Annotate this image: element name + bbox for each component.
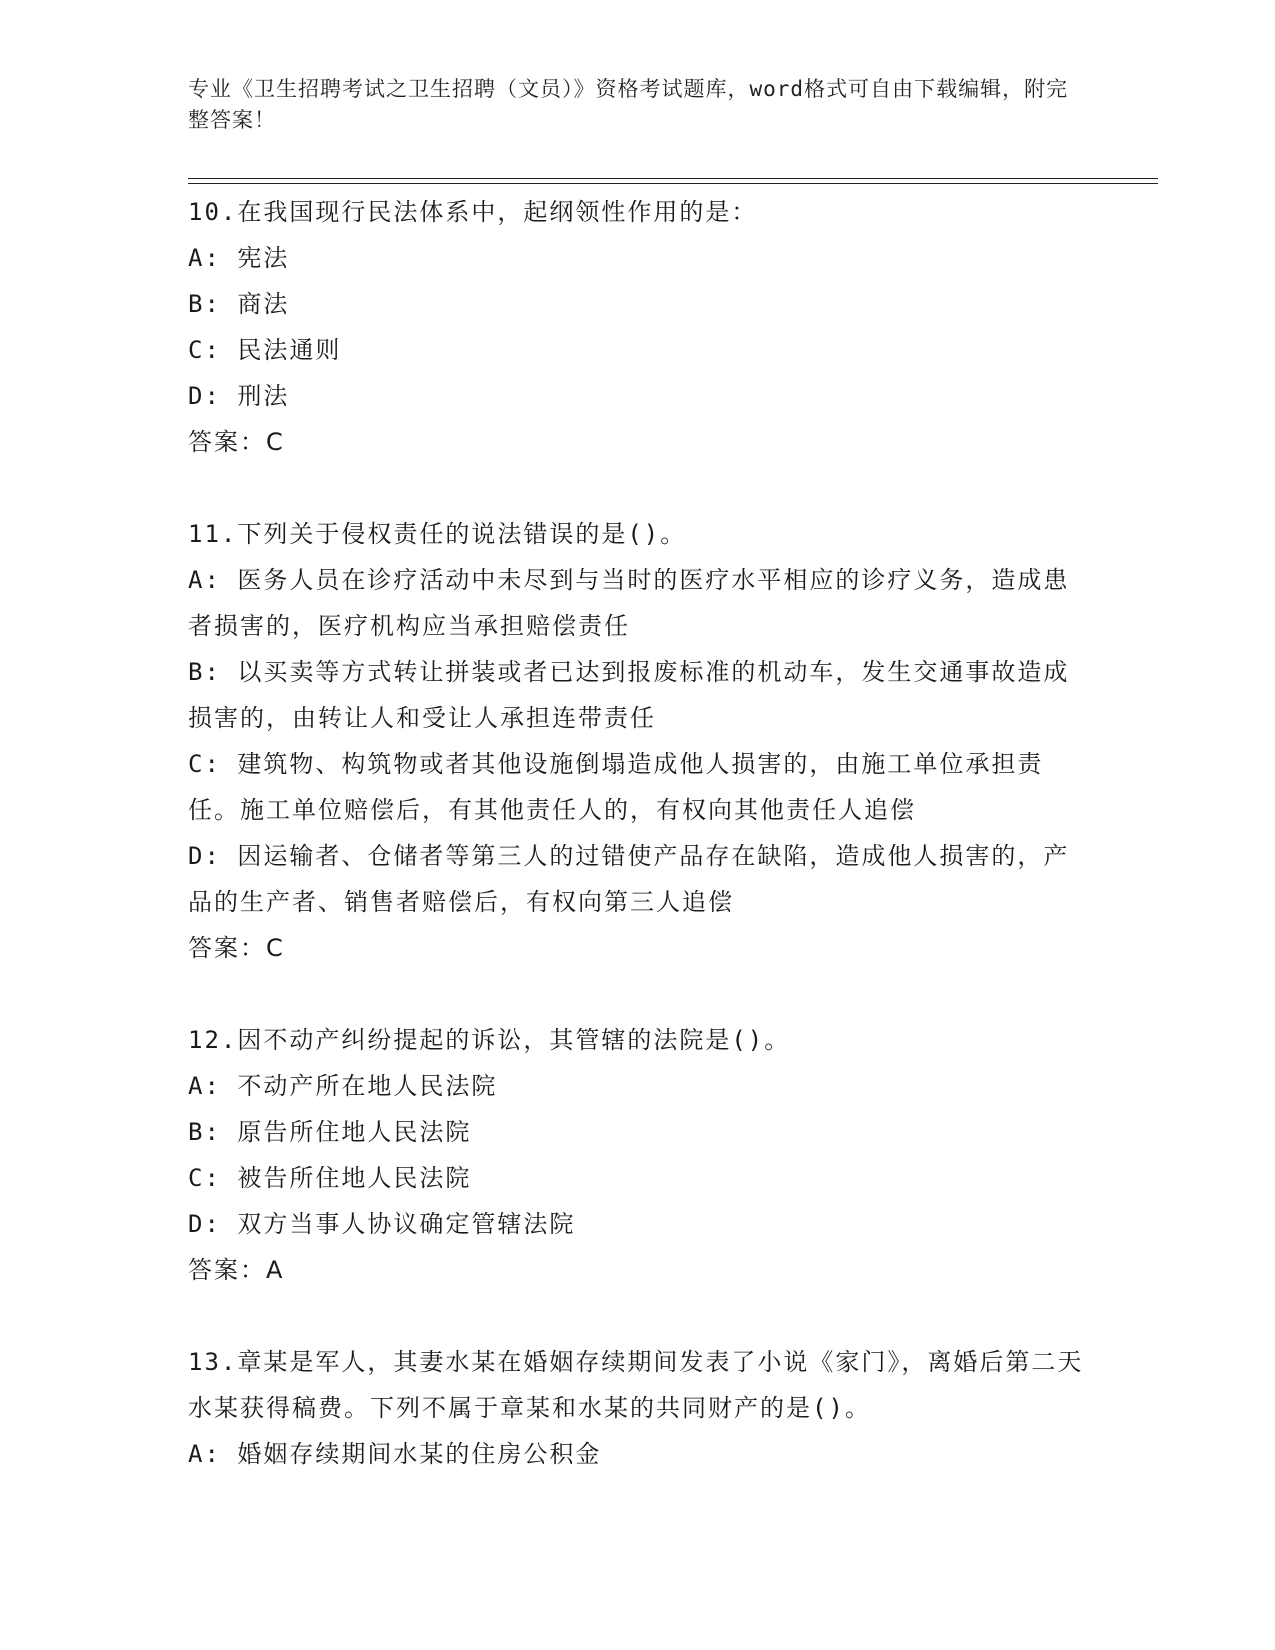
option-c: C: 民法通则 (188, 336, 342, 364)
option-a: A: 宪法 (188, 244, 290, 272)
option-b: B: 商法 (188, 290, 290, 318)
question-10 (188, 189, 1088, 465)
option-a: A: 婚姻存续期间水某的住房公积金 (188, 1440, 602, 1468)
option-d: D: 因运输者、仓储者等第三人的过错使产品存在缺陷，造成他人损害的，产品的生产者、销售者赔偿后，有权向第三人追偿 (188, 842, 1070, 916)
question-11 (188, 511, 1088, 971)
option-c: C: 被告所住地人民法院 (188, 1164, 472, 1192)
option-a: A: 不动产所在地人民法院 (188, 1072, 498, 1100)
header-rule-top (188, 178, 1158, 179)
option-d: D: 刑法 (188, 382, 290, 410)
header-rule-bottom (188, 183, 1158, 184)
option-d: D: 双方当事人协议确定管辖法院 (188, 1210, 576, 1238)
question-list (188, 189, 1088, 1477)
option-b: B: 原告所住地人民法院 (188, 1118, 472, 1146)
question-stem: 10.在我国现行民法体系中，起纲领性作用的是： (188, 198, 758, 226)
question-12 (188, 1017, 1088, 1293)
answer: 答案：C (188, 934, 285, 962)
question-13 (188, 1339, 1088, 1477)
answer: 答案：C (188, 428, 285, 456)
question-stem: 12.因不动产纠纷提起的诉讼，其管辖的法院是()。 (188, 1026, 791, 1054)
option-a: A: 医务人员在诊疗活动中未尽到与当时的医疗水平相应的诊疗义务，造成患者损害的，医疗机构应当承担赔偿责任 (188, 566, 1070, 640)
option-b: B: 以买卖等方式转让拼装或者已达到报废标准的机动车，发生交通事故造成损害的，由转让人和受让人承担连带责任 (188, 658, 1070, 732)
question-stem: 11.下列关于侵权责任的说法错误的是()。 (188, 520, 687, 548)
answer: 答案：A (188, 1256, 285, 1284)
document-header: 专业《卫生招聘考试之卫生招聘（文员）》资格考试题库，word格式可自由下载编辑，附完整答案！ (188, 77, 1069, 132)
question-stem: 13.章某是军人，其妻水某在婚姻存续期间发表了小说《家门》，离婚后第二天水某获得稿费。下列不属于章某和水某的共同财产的是()。 (188, 1348, 1084, 1422)
option-c: C: 建筑物、构筑物或者其他设施倒塌造成他人损害的，由施工单位承担责任。施工单位赔偿后，有其他责任人的，有权向其他责任人追偿 (188, 750, 1044, 824)
